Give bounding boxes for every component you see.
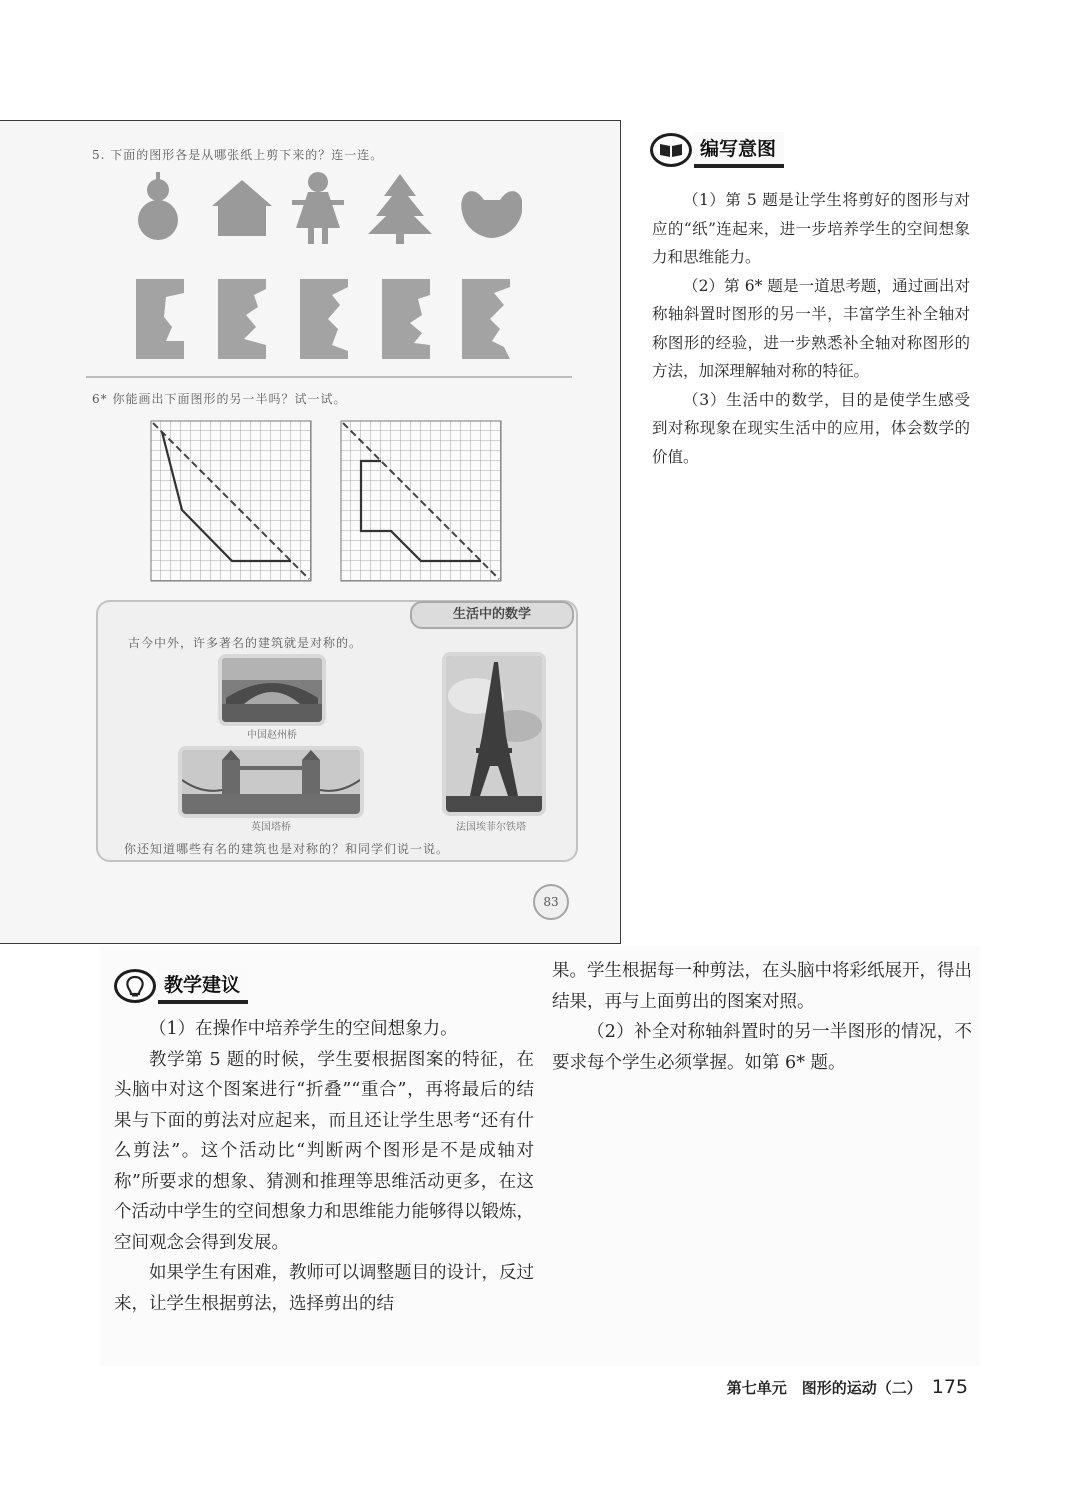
folded-paper-row: [132, 275, 522, 363]
suggestion-left-column: [114, 1014, 534, 1319]
suggestion-right-paragraph-1: 果。学生根据每一种剪法，在头脑中将彩纸展开，得出结果，再与上面剪出的图案对照。: [552, 961, 972, 1012]
suggestion-left-paragraph-1: （1）在操作中培养学生的空间想象力。: [149, 1019, 458, 1039]
folded-paper-cut-1: [136, 279, 184, 359]
life-math-tag: 生活中的数学: [410, 601, 574, 629]
tower-bridge-photo: [178, 746, 364, 818]
folded-paper-cut-5: [462, 279, 510, 359]
caption-tower-bridge: 英国塔桥: [251, 822, 291, 833]
intent-paragraph-2: （2）第 6* 题是一道思考题，通过画出对称轴斜置时图形的另一半，丰富学生补全轴对称图形的经验，进一步熟悉补全轴对称图形的方法，加深理解轴对称的特征。: [652, 276, 970, 380]
folded-paper-cut-4: [382, 279, 430, 359]
question-6-prompt: 6* 你能画出下面图形的另一半吗？试一试。: [92, 392, 347, 406]
folded-paper-cut-3: [300, 279, 348, 359]
page-number: 175: [931, 1376, 968, 1398]
intent-paragraph-1: （1）第 5 题是让学生将剪好的图形与对应的“纸”连起来，进一步培养学生的空间想象力和思维能力。: [652, 191, 970, 266]
cutout-shapes-row: [132, 170, 522, 250]
textbook-page-number: 83: [533, 884, 569, 920]
caption-zhaozhou: 中国赵州桥: [247, 730, 297, 741]
bridge-image: [222, 658, 322, 722]
life-math-intro: 古今中外，许多著名的建筑就是对称的。: [128, 636, 363, 650]
eiffel-tower-photo: [442, 652, 546, 816]
chapter-title: 第七单元 图形的运动（二）: [726, 1379, 922, 1397]
zhaozhou-bridge-photo: [218, 654, 326, 726]
intent-paragraph-3: （3）生活中的数学，目的是使学生感受到对称现象在现实生活中的应用，体会数学的价值。: [652, 390, 970, 466]
intent-header: [650, 132, 784, 168]
intent-heading: 编写意图: [694, 132, 784, 168]
suggestion-right-paragraph-2: （2）补全对称轴斜置时的另一半图形的情况，不要求每个学生必须掌握。如第 6* 题。: [552, 1022, 972, 1073]
symmetry-grid-1: [150, 420, 312, 582]
tree-icon: [368, 174, 432, 244]
tower-bridge-image: [182, 750, 360, 814]
suggestion-heading: 教学建议: [158, 968, 248, 1004]
intent-body: [652, 186, 970, 471]
folded-paper-cut-2: [218, 279, 266, 359]
symmetry-grid-2: [340, 420, 502, 582]
lightbulb-hand-icon: [114, 969, 156, 1003]
suggestion-right-column: [552, 956, 972, 1078]
suggestion-left-paragraph-2: 教学第 5 题的时候，学生要根据图案的特征，在头脑中对这个图案进行“折叠”“重合”，再将最后的结果与下面的剪法对应起来，而且还让学生思考“还有什么剪法”。这个活动比“判断两个图形是不是成轴对称”所要求的想象、猜测和推理等思维活动更多，在这个活动中学生的空间想象力和思维能力能够得以锻炼，空间观念会得到发展。: [114, 1049, 534, 1253]
open-book-icon: [650, 133, 692, 167]
gourd-icon: [138, 172, 178, 240]
girl-icon: [292, 172, 344, 244]
peach-icon: [461, 191, 522, 238]
eiffel-tower-image: [446, 656, 542, 812]
suggestion-header: [114, 968, 248, 1004]
page-footer: [727, 1376, 968, 1398]
section-divider: [86, 376, 572, 378]
question-5-prompt: 5. 下面的图形各是从哪张纸上剪下来的？连一连。: [92, 148, 384, 162]
caption-eiffel: 法国埃菲尔铁塔: [456, 822, 526, 833]
suggestion-left-paragraph-3: 如果学生有困难，教师可以调整题目的设计，反过来，让学生根据剪法，选择剪出的结: [114, 1263, 534, 1314]
house-icon: [212, 180, 272, 236]
life-math-question: 你还知道哪些有名的建筑也是对称的？和同学们说一说。: [124, 842, 450, 856]
